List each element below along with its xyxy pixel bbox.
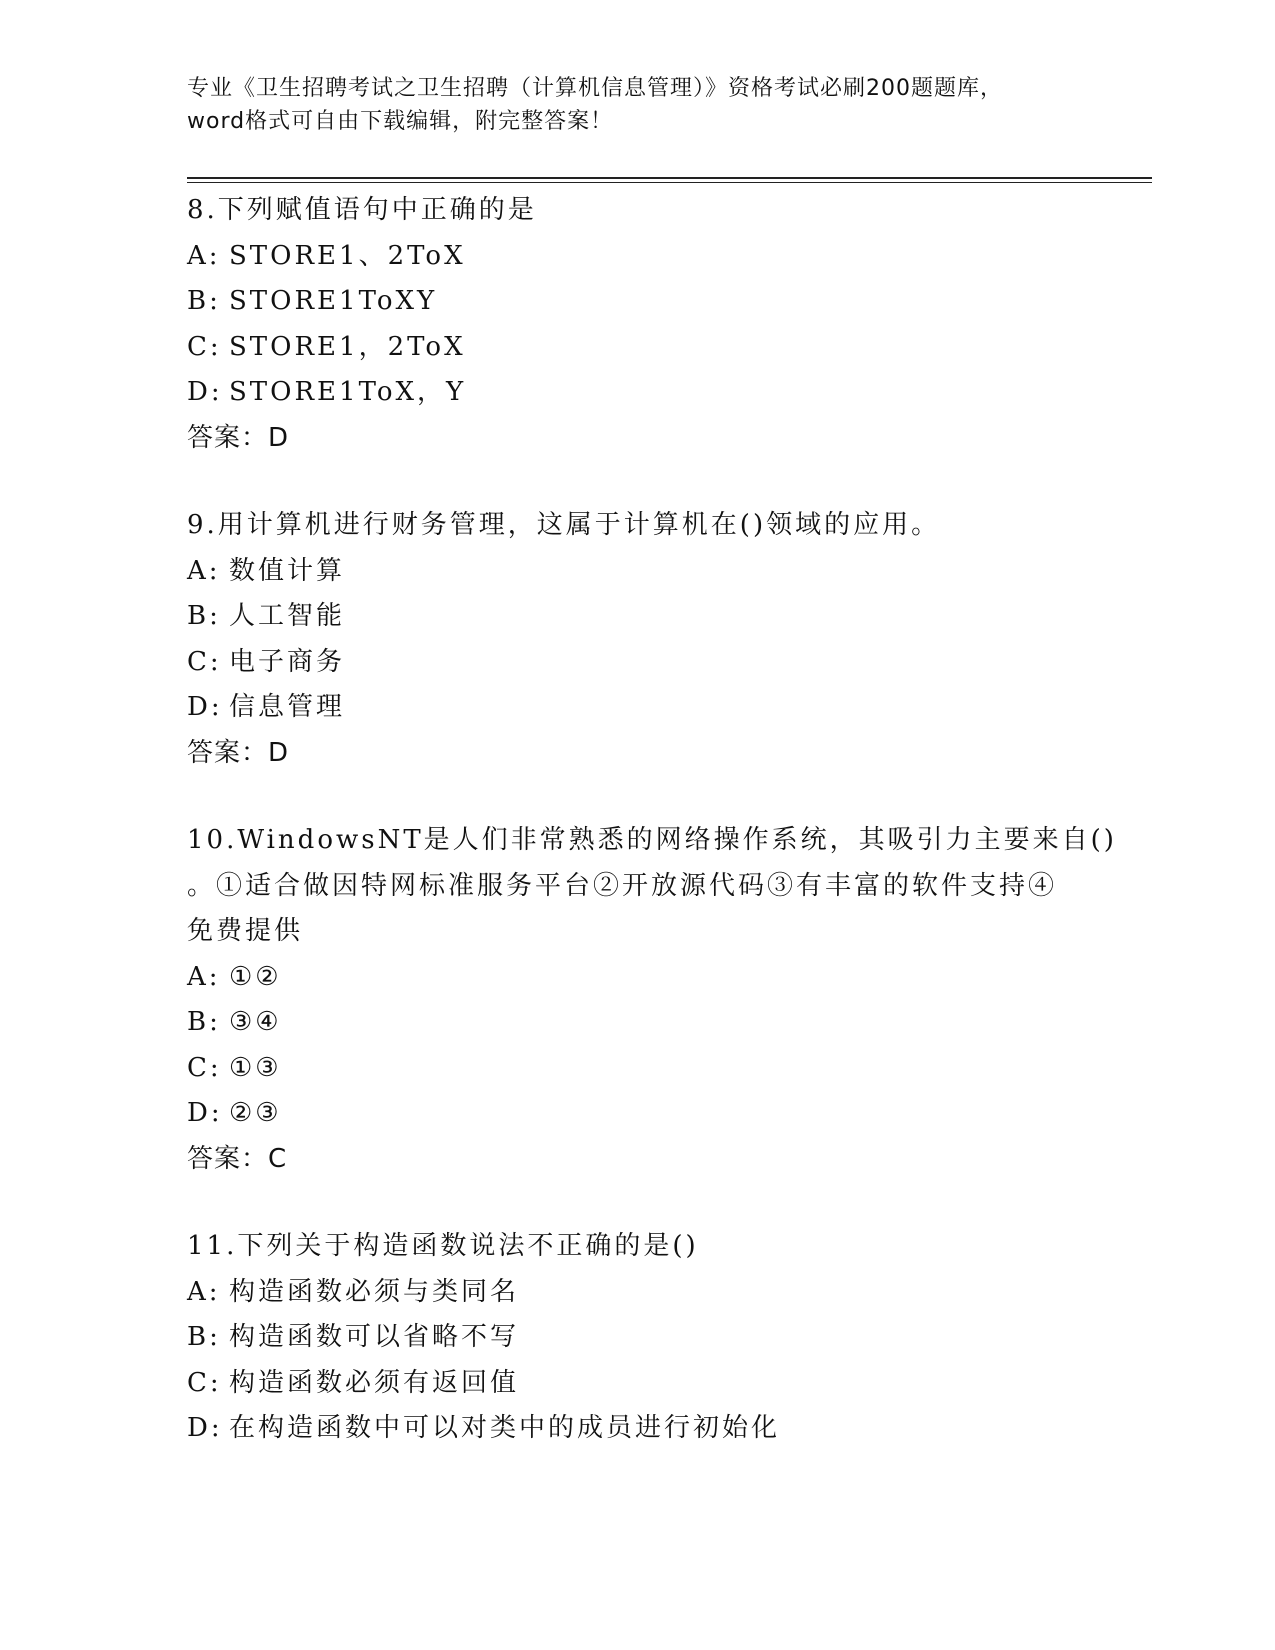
option-b	[187, 1315, 1087, 1361]
option-letter: C:	[187, 1367, 222, 1398]
option-text: 电子商务	[229, 646, 346, 677]
option-b	[187, 1000, 1087, 1046]
question-text: 11.下列关于构造函数说法不正确的是()	[187, 1231, 699, 1261]
question-text: 8.下列赋值语句中正确的是	[187, 195, 537, 225]
option-d	[187, 1091, 1087, 1137]
option-letter: C:	[187, 331, 222, 362]
question-text-continued: 免费提供	[187, 916, 304, 946]
option-text: 构造函数可以省略不写	[229, 1322, 520, 1352]
option-text: 人工智能	[229, 601, 346, 631]
option-a	[187, 1270, 1087, 1316]
option-a	[187, 234, 1087, 280]
option-c	[187, 1046, 1087, 1092]
option-a	[187, 955, 1087, 1001]
option-letter: A:	[187, 1276, 221, 1307]
header-line-2: word格式可自由下载编辑，附完整答案！	[187, 109, 614, 134]
option-text: ②③	[229, 1098, 282, 1128]
option-letter: A:	[187, 240, 221, 271]
option-letter: C:	[187, 646, 222, 677]
question-item	[187, 188, 1087, 461]
answer-line: 答案：D	[187, 422, 290, 453]
option-d	[187, 1406, 1087, 1452]
option-letter: B:	[187, 1322, 221, 1352]
option-d	[187, 370, 1087, 416]
option-text: ①③	[229, 1052, 282, 1083]
option-text: ①②	[229, 961, 282, 992]
question-text: 9.用计算机进行财务管理，这属于计算机在()领域的应用。	[187, 510, 941, 540]
option-text: 在构造函数中可以对类中的成员进行初始化	[229, 1413, 781, 1443]
header-line-1: 专业《卫生招聘考试之卫生招聘（计算机信息管理）》资格考试必刷200题题库，	[187, 76, 1003, 101]
option-text: 信息管理	[229, 692, 346, 722]
header-divider-thick	[187, 177, 1152, 179]
option-b	[187, 279, 1087, 325]
option-letter: A:	[187, 961, 221, 992]
option-c	[187, 325, 1087, 371]
option-text: ③④	[229, 1007, 282, 1037]
question-text-continued: 。①适合做因特网标准服务平台②开放源代码③有丰富的软件支持④	[187, 870, 1058, 901]
option-text: 构造函数必须与类同名	[229, 1276, 520, 1307]
question-item	[187, 818, 1117, 1182]
option-c	[187, 1361, 1087, 1407]
option-letter: A:	[187, 555, 221, 586]
option-text: STORE1ToXY	[229, 286, 438, 316]
option-text: 构造函数必须有返回值	[229, 1367, 520, 1398]
option-a	[187, 549, 1087, 595]
option-text: STORE1，2ToX	[229, 331, 466, 362]
question-text: 10.WindowsNT是人们非常熟悉的网络操作系统，其吸引力主要来自()	[187, 825, 1117, 855]
header-divider-thin	[187, 182, 1152, 183]
question-item	[187, 1224, 1087, 1452]
option-text: STORE1、2ToX	[229, 240, 466, 271]
option-letter: D:	[187, 692, 223, 722]
option-letter: C:	[187, 1052, 222, 1083]
option-text: 数值计算	[229, 555, 346, 586]
option-d	[187, 685, 1087, 731]
option-text: STORE1ToX，Y	[229, 377, 467, 407]
option-letter: B:	[187, 601, 221, 631]
option-letter: B:	[187, 286, 221, 316]
option-letter: D:	[187, 377, 223, 407]
question-list	[187, 188, 1117, 1494]
option-c	[187, 640, 1087, 686]
option-letter: D:	[187, 1098, 223, 1128]
answer-line: 答案：C	[187, 1143, 288, 1174]
option-letter: B:	[187, 1007, 221, 1037]
option-b	[187, 594, 1087, 640]
question-item	[187, 503, 1087, 776]
document-header	[187, 72, 1087, 138]
option-letter: D:	[187, 1413, 223, 1443]
answer-line: 答案：D	[187, 737, 290, 768]
